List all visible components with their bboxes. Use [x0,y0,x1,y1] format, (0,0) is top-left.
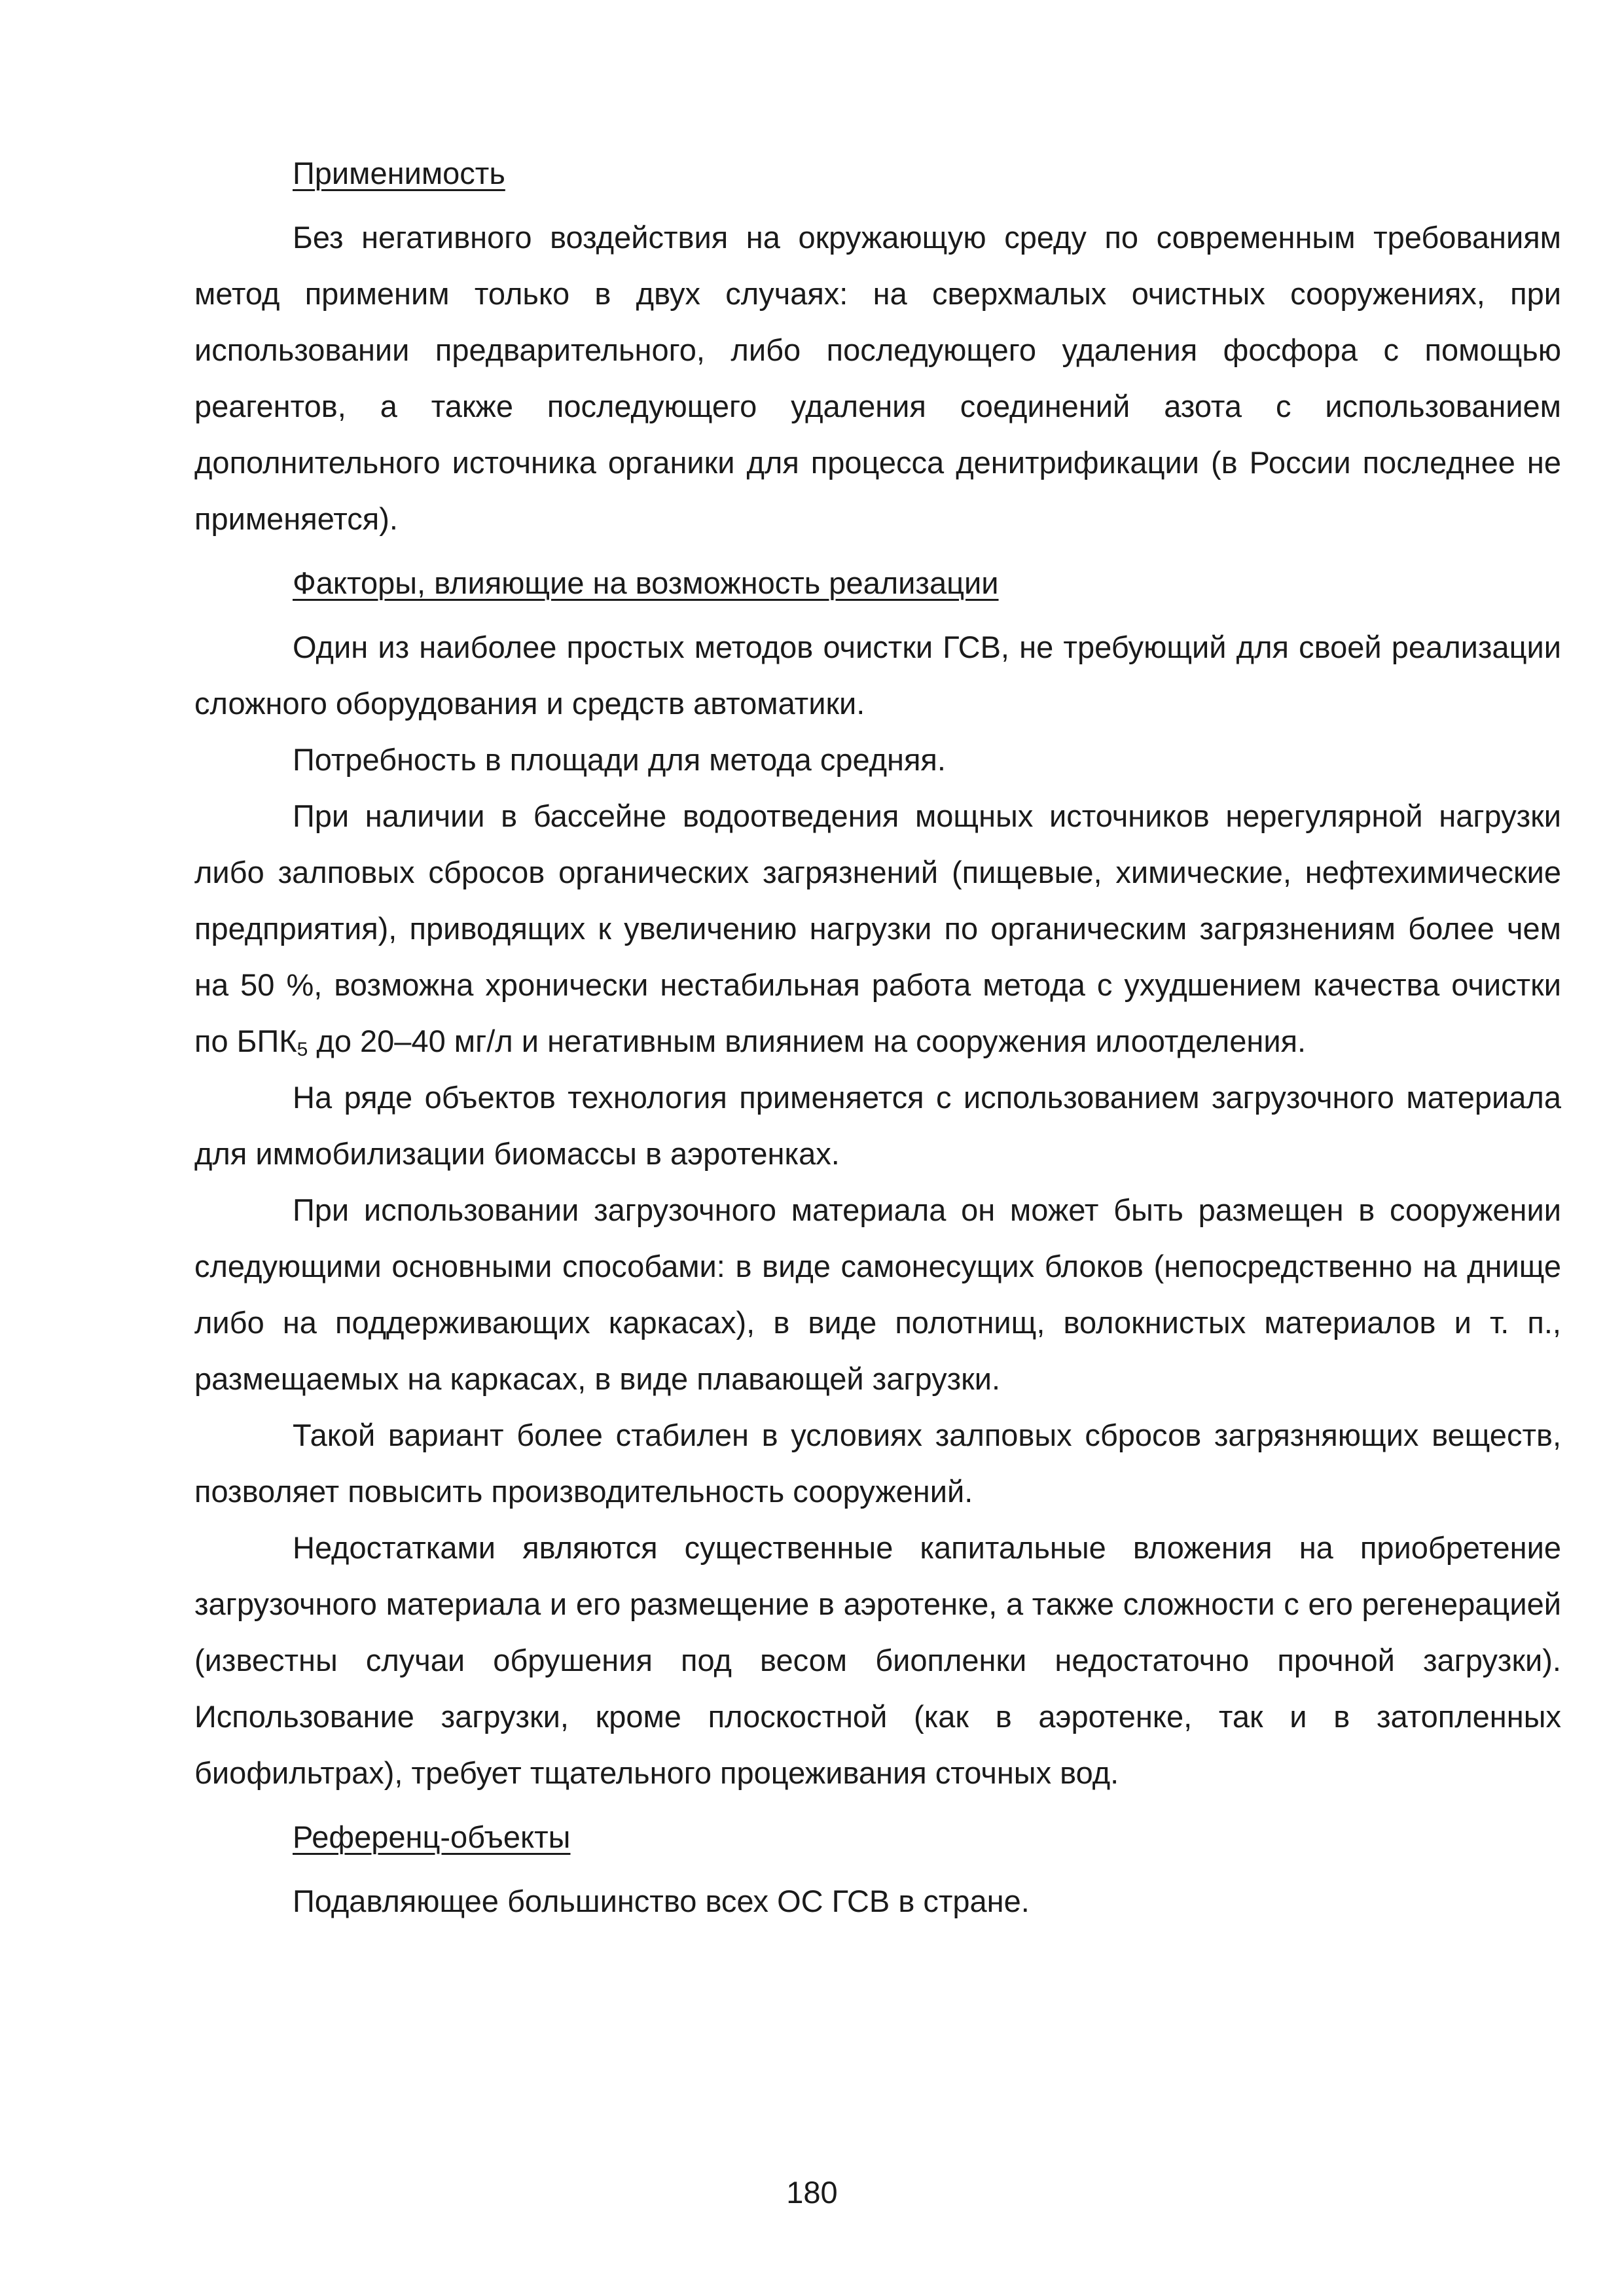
heading-references: Референц-объекты [293,1820,571,1854]
heading-factors: Факторы, влияющие на возможность реализации [293,565,999,600]
paragraph-factors-3-tail: до 20–40 мг/л и негативным влиянием на сооружения илоотделения. [308,1024,1307,1058]
paragraph-factors-4: На ряде объектов технология применяется с использованием загрузочного материала для иммобилизации биомассы в аэротенках. [194,1080,1561,1171]
paragraph-factors-7: Недостатками являются существенные капитальные вложения на приобретение загрузочного материала и его размещение в аэротенке, а также сложности с его регенерацией (известны случаи обрушения под весом биопленки недостаточно прочной загрузки). Использование загрузки, кроме плоскостной (как в аэротенке, так и в затопленных биофильтрах), требует тщательного процеживания сточных вод. [194,1530,1561,1790]
page-content [194,145,1561,1929]
bod-subscript: 5 [297,1039,308,1060]
paragraph-factors-1: Один из наиболее простых методов очистки ГСВ, не требующий для своей реализации сложного оборудования и средств автоматики. [194,630,1561,721]
paragraph-factors-3 [194,788,1561,1069]
paragraph-factors-5: При использовании загрузочного материала он может быть размещен в сооружении следующими основными способами: в виде самонесущих блоков (непосредственно на днище либо на поддерживающих каркасах), в виде полотнищ, волокнистых материалов и т. п., размещаемых на каркасах, в виде плавающей загрузки. [194,1193,1561,1396]
paragraph-factors-2: Потребность в площади для метода средняя. [293,742,946,777]
paragraph-factors-3-text: При наличии в бассейне водоотведения мощных источников нерегулярной нагрузки либо залповых сбросов органических загрязнений (пищевые, химические, нефтехимические предприятия), приводящих к увеличению нагрузки по органическим загрязнениям более чем на 50 %, возможна хронически нестабильная работа метода с ухудшением качества очистки по БПК [194,798,1561,1058]
heading-applicability: Применимость [293,156,505,190]
paragraph-references: Подавляющее большинство всех ОС ГСВ в стране. [293,1884,1030,1918]
paragraph-factors-6: Такой вариант более стабилен в условиях залповых сбросов загрязняющих веществ, позволяет повысить производительность сооружений. [194,1418,1561,1509]
paragraph-applicability: Без негативного воздействия на окружающую среду по современным требованиям метод применим только в двух случаях: на сверхмалых очистных сооружениях, при использовании предварительного, либо последующего удаления фосфора с помощью реагентов, а также последующего удаления соединений азота с использованием дополнительного источника органики для процесса денитрификации (в России последнее не применяется). [194,220,1561,536]
page-number: 180 [786,2175,838,2210]
